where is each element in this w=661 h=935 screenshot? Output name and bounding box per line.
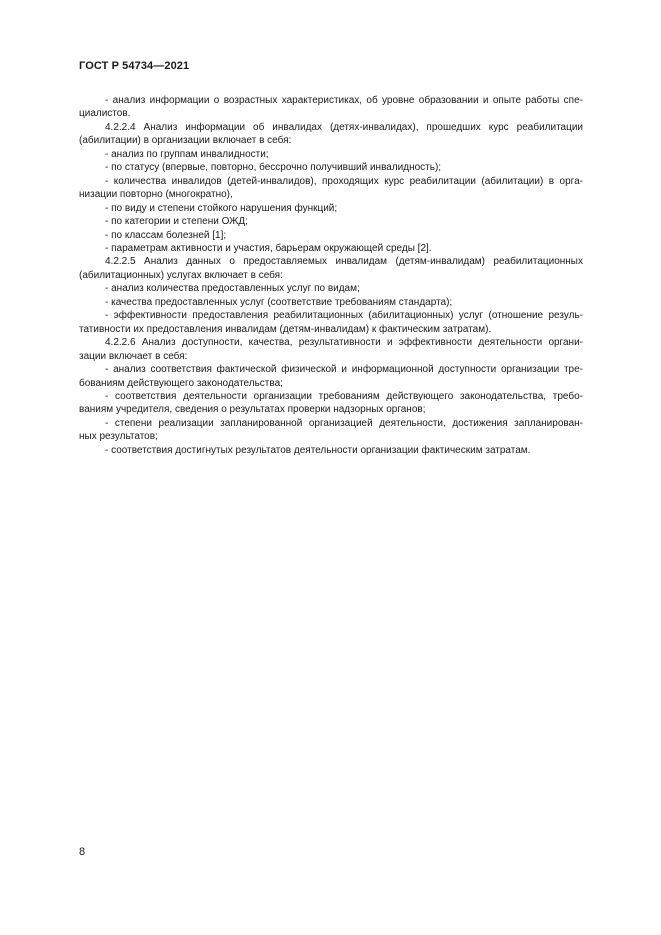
text-line: - степени реализации запланированной организацией деятельности, достижения запланирован- <box>105 417 583 429</box>
text-line: 4.2.2.6 Анализ доступности, качества, результативности и эффективности деятельности органи- <box>105 337 583 349</box>
text-line: - анализ по группам инвалидности; <box>105 148 269 160</box>
text-line: низации повторно (многократно), <box>79 189 233 201</box>
text-line: тативности их предоставления инвалидам (детям-инвалидам) к фактическим затратам). <box>79 323 492 335</box>
text-line: - по категории и степени ОЖД; <box>105 216 248 228</box>
text-line: - анализ количества предоставленных услуг по видам; <box>105 283 360 295</box>
text-line: бованиям действующего законодательства; <box>79 377 283 389</box>
text-line: (абилитации) в организации включает в себя: <box>79 135 292 147</box>
text-line: - соответствия деятельности организации требованиям действующего законодательства, требо- <box>105 390 583 402</box>
text-line: - количества инвалидов (детей-инвалидов), проходящих курс реабилитации (абилитации) в орга- <box>105 175 583 187</box>
text-line: - по виду и степени стойкого нарушения функций; <box>105 202 338 214</box>
text-line: (абилитационных) услугах включает в себя: <box>79 269 283 281</box>
document-body <box>79 94 583 457</box>
text-line: ных результатов; <box>79 431 158 443</box>
page-number: 8 <box>79 846 86 858</box>
text-line: - параметрам активности и участия, барьерам окружающей среды [2]. <box>105 242 432 254</box>
text-line: - соответствия достигнутых результатов деятельности организации фактическим затратам. <box>105 444 531 456</box>
text-line: - качества предоставленных услуг (соответствие требованиям стандарта); <box>105 296 453 308</box>
text-line: - по классам болезней [1]; <box>105 229 227 241</box>
text-line: 4.2.2.4 Анализ информации об инвалидах (детях-инвалидах), прошедших курс реабилитации <box>105 121 583 133</box>
text-line: циалистов. <box>79 108 131 120</box>
text-line: зации включает в себя: <box>79 350 188 362</box>
text-line: 4.2.2.5 Анализ данных о предоставляемых инвалидам (детям-инвалидам) реабилитационных <box>105 256 583 268</box>
text-line: - эффективности предоставления реабилитационных (абилитационных) услуг (отношение резуль- <box>105 310 583 322</box>
text-line: - анализ информации о возрастных характеристиках, об уровне образовании и опыте работы спе- <box>105 95 583 106</box>
text-line: - анализ соответствия фактической физической и информационной доступности организации тре- <box>105 364 583 376</box>
text-line: - по статусу (впервые, повторно, бессрочно получивший инвалидность); <box>105 162 442 174</box>
text-line: ваниям учредителя, сведения о результатах проверки надзорных органов; <box>79 404 426 416</box>
document-header: ГОСТ Р 54734—2021 <box>79 60 190 72</box>
